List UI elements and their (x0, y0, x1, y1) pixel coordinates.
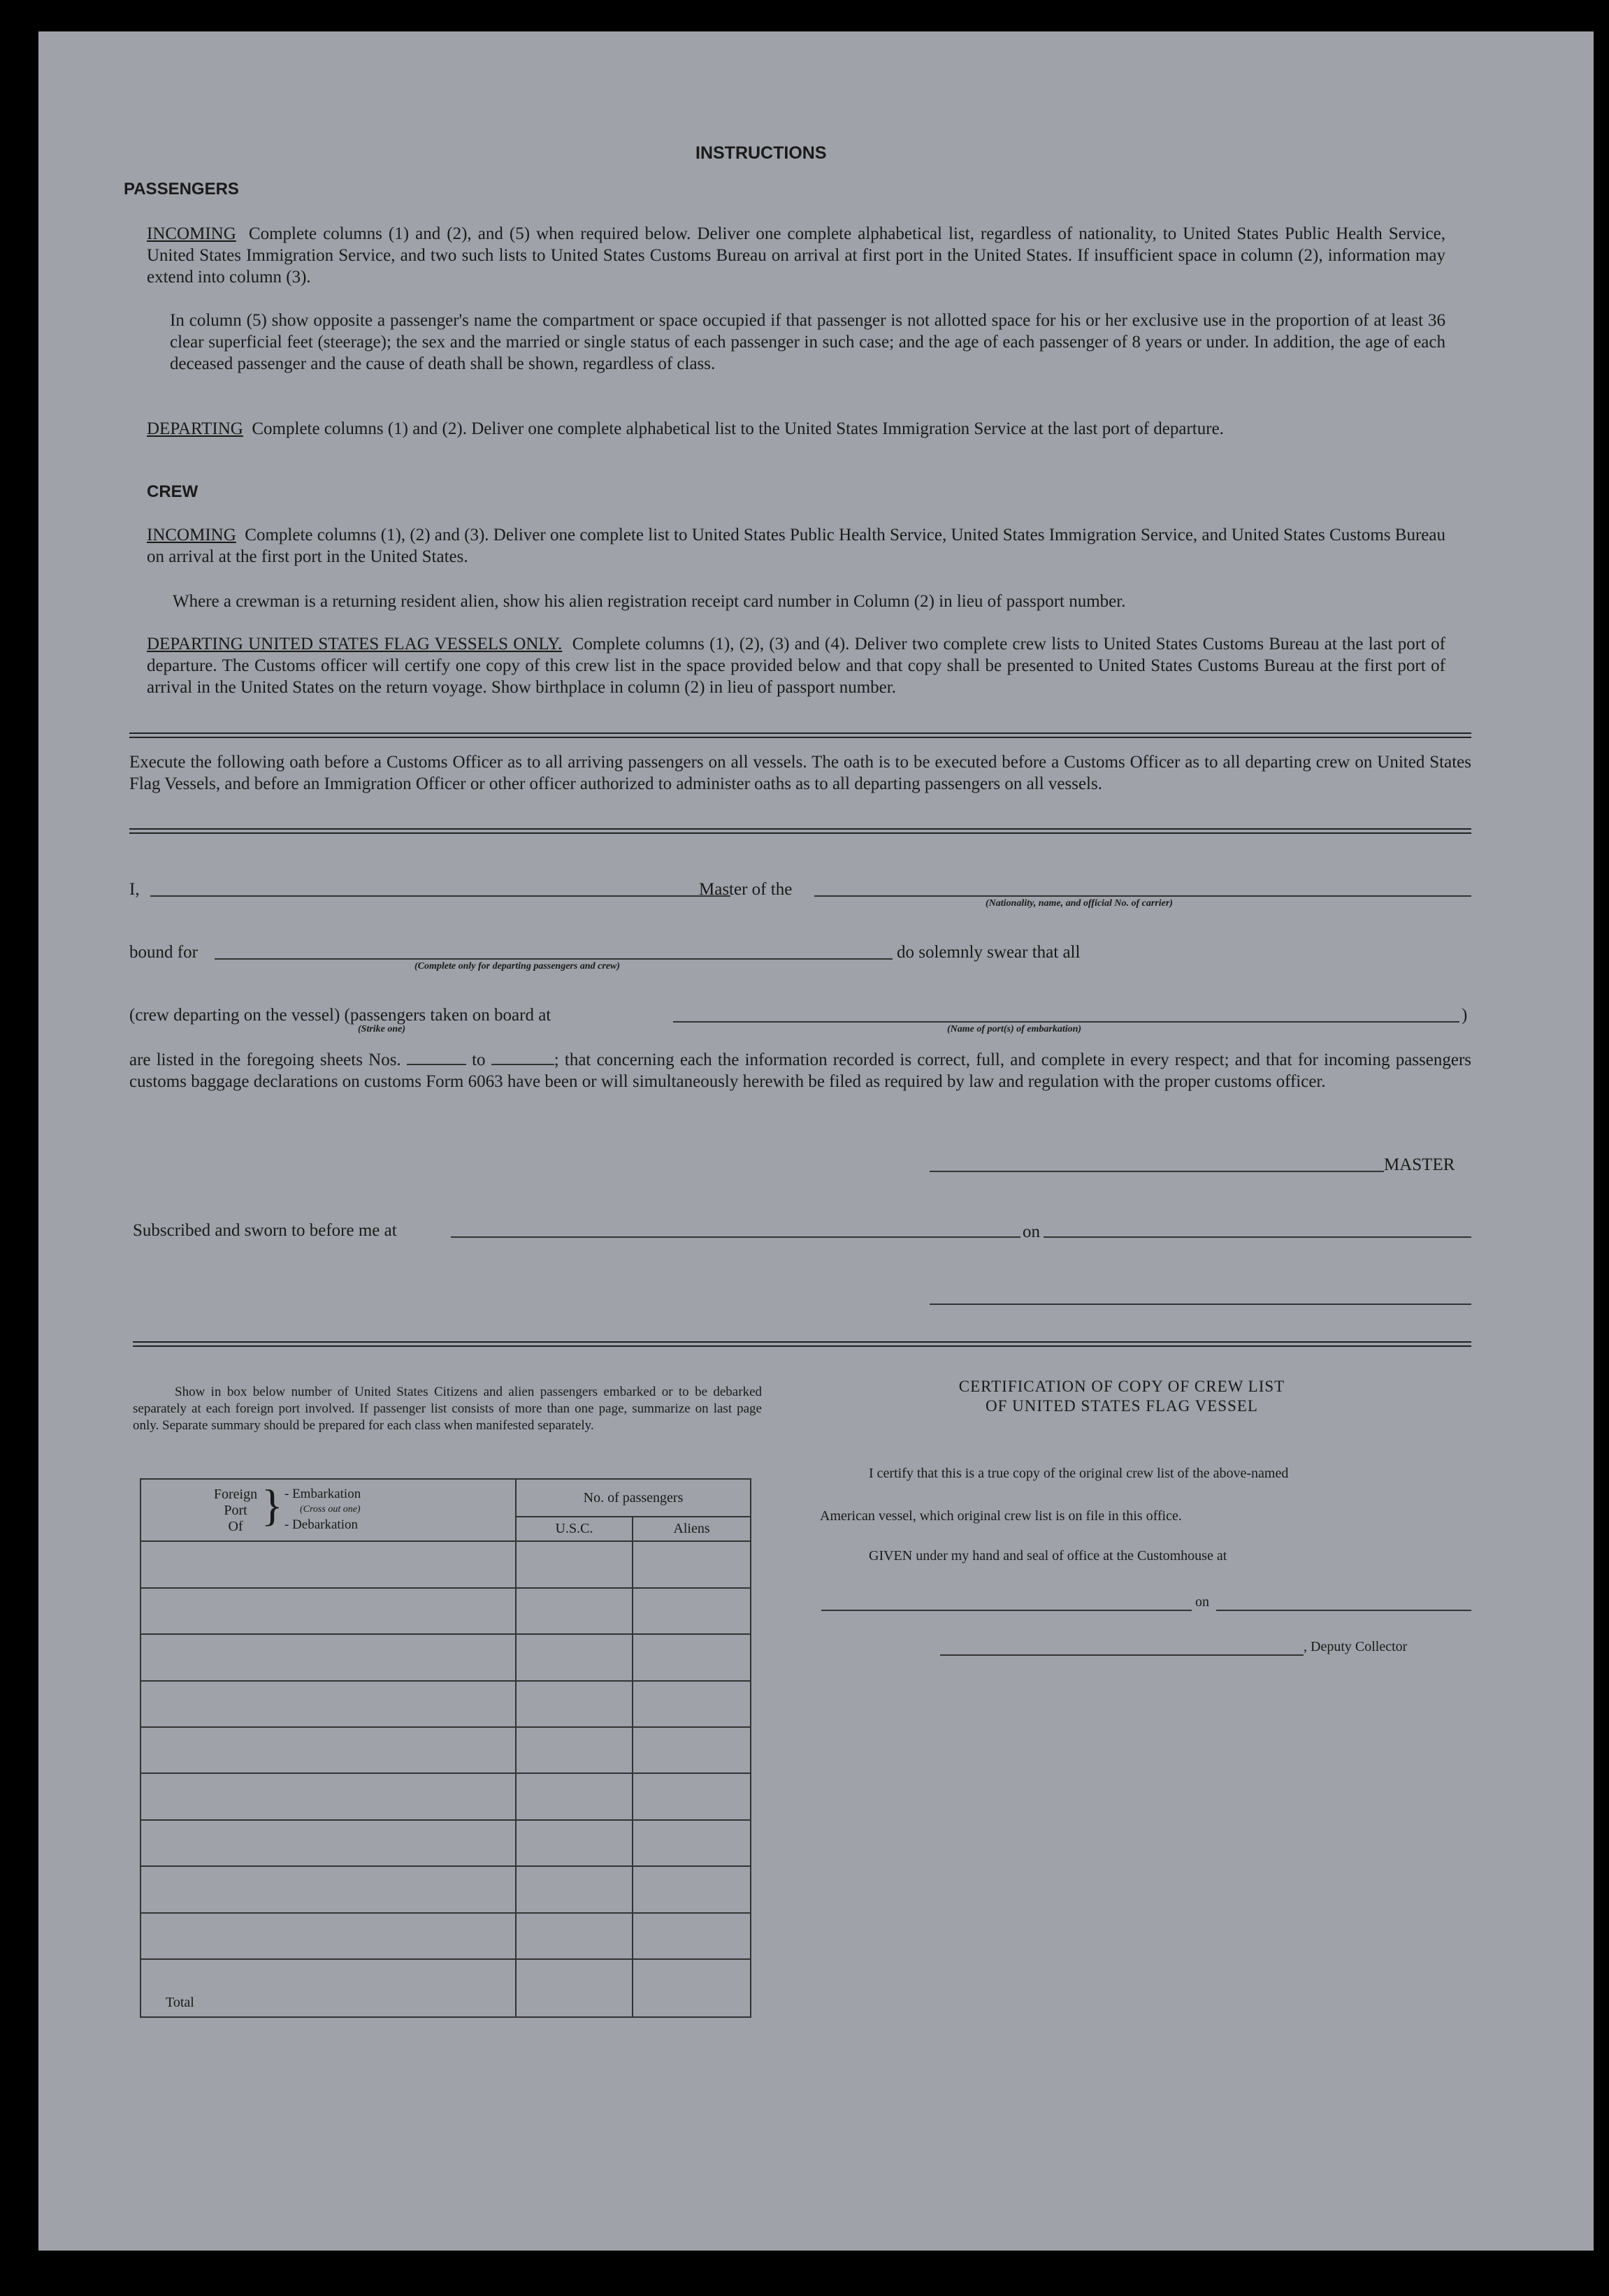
passengers-incoming-text: Complete columns (1) and (2), and (5) when required below. Deliver one complete alphabetical list, regardless of nationality, to United States Public Health Service, United States Immigration Service, and two such lists to United States Customs Bureau on arrival at first port in the United States. If insufficient space in column (2), information may extend into column (3). (147, 224, 1446, 287)
foreign-port-header (140, 1479, 516, 1541)
port-cell[interactable] (140, 1773, 516, 1819)
crew-incoming (147, 524, 1445, 568)
certification-title-line1: CERTIFICATION OF COPY OF CREW LIST (958, 1378, 1285, 1395)
summary-instructions: Show in box below number of United States Citizens and alien passengers embarked or to be debarked separately at each foreign port involved. If passenger list consists of more than one page, summarize on last page only. Separate summary should be prepared for each class when manifested separately. (133, 1385, 762, 1433)
embarkation-label: - Embarkation (284, 1487, 361, 1501)
aliens-header: Aliens (633, 1517, 751, 1541)
bound-for-line[interactable] (215, 958, 893, 960)
debarkation-label: - Debarkation (284, 1517, 358, 1532)
master-signature-line[interactable] (930, 1171, 1384, 1172)
usc-cell[interactable] (516, 1866, 633, 1912)
aliens-cell[interactable] (633, 1913, 751, 1959)
of-label: Of (228, 1519, 243, 1534)
usc-cell[interactable] (516, 1541, 633, 1587)
sheet-to-line[interactable] (491, 1064, 554, 1065)
usc-cell[interactable] (516, 1913, 633, 1959)
strike-note: (Strike one) (358, 1024, 406, 1034)
crew-departing-label: DEPARTING UNITED STATES FLAG VESSELS ONLY. (147, 635, 563, 654)
officer-signature-line[interactable] (930, 1304, 1471, 1305)
bound-for-label: bound for (129, 943, 198, 962)
master-of-label: Master of the (699, 880, 793, 899)
cross-out-note: (Cross out one) (300, 1504, 361, 1515)
cert-on-label: on (1195, 1594, 1209, 1610)
sworn-on-label: on (1023, 1222, 1040, 1241)
crew-departing-label: (crew departing on the vessel) (passengers taken on board at (129, 1006, 551, 1025)
crew-resident-text: Where a crewman is a returning resident alien, show his alien registration receipt card number in Column (2) in lieu of passport number. (173, 592, 1126, 611)
usc-cell[interactable] (516, 1681, 633, 1727)
listed-a: are listed in the foregoing sheets Nos. (129, 1050, 401, 1069)
certification-title-line2: OF UNITED STATES FLAG VESSEL (986, 1397, 1258, 1415)
master-label: MASTER (1384, 1155, 1455, 1174)
port-cell[interactable] (140, 1681, 516, 1727)
listed-b: ; that concerning each the information recorded is correct, full, and complete in every respect; and that for incoming passengers customs baggage declarations on customs Form 6063 have been or will simultaneously herewith be filed as required by law and regulation with the proper customs officer. (129, 1050, 1471, 1091)
embark-note: (Name of port(s) of embarkation) (947, 1024, 1082, 1034)
usc-cell[interactable] (516, 1773, 633, 1819)
aliens-cell[interactable] (633, 1866, 751, 1912)
crew-departing (147, 633, 1445, 698)
page-title: INSTRUCTIONS (695, 143, 827, 163)
deputy-collector-label: , Deputy Collector (1304, 1639, 1408, 1654)
document-page (38, 31, 1594, 2251)
divider-1 (129, 732, 1471, 738)
summary-table (140, 1478, 751, 2018)
cert-date-line[interactable] (1216, 1610, 1471, 1611)
aliens-cell[interactable] (633, 1634, 751, 1680)
port-cell[interactable] (140, 1727, 516, 1773)
usc-cell[interactable] (516, 1727, 633, 1773)
aliens-cell[interactable] (633, 1588, 751, 1634)
passengers-column5-text: In column (5) show opposite a passenger's name the compartment or space occupied if that passenger is not allotted space for his or her exclusive use in the proportion of at least 36 clear superficial feet (steerage); the sex and the married or single status of each passenger in such case; and the age of each passenger of 8 years or under. In addition, the age of each deceased passenger and the cause of death shall be shown, regardless of class. (170, 311, 1445, 373)
passengers-heading: PASSENGERS (124, 180, 239, 198)
port-label: Port (224, 1503, 247, 1518)
usc-total-cell[interactable] (516, 1959, 633, 2017)
close-paren: ) (1462, 1006, 1468, 1025)
certify-line2: American vessel, which original crew list is on file in this office. (820, 1508, 1182, 1524)
divider-2 (129, 828, 1471, 834)
crew-incoming-text: Complete columns (1), (2) and (3). Deliver one complete list to United States Public Health Service, United States Immigration Service, and United States Customs Bureau on arrival at the first port in the United States. (147, 526, 1445, 566)
total-label: Total (140, 1959, 516, 2017)
port-cell[interactable] (140, 1588, 516, 1634)
aliens-cell[interactable] (633, 1541, 751, 1587)
passengers-departing (147, 418, 1445, 440)
oath-i-label: I, (129, 880, 140, 899)
port-cell[interactable] (140, 1913, 516, 1959)
sworn-date-line[interactable] (1044, 1236, 1471, 1238)
crew-heading: CREW (147, 482, 199, 501)
no-passengers-header: No. of passengers (516, 1479, 751, 1517)
carrier-line[interactable] (814, 895, 1471, 897)
passengers-incoming (147, 223, 1445, 288)
oath-listed-paragraph (129, 1049, 1471, 1092)
deputy-signature-line[interactable] (940, 1654, 1304, 1656)
passengers-incoming-label: INCOMING (147, 224, 236, 243)
certify-line1: I certify that this is a true copy of the original crew list of the above-named (869, 1466, 1289, 1481)
usc-cell[interactable] (516, 1820, 633, 1866)
port-cell[interactable] (140, 1634, 516, 1680)
embark-port-line[interactable] (673, 1021, 1459, 1023)
divider-3 (133, 1341, 1471, 1347)
aliens-cell[interactable] (633, 1727, 751, 1773)
passengers-departing-label: DEPARTING (147, 419, 243, 438)
brace-icon: } (261, 1480, 283, 1530)
port-cell[interactable] (140, 1820, 516, 1866)
crew-departing-text: Complete columns (1), (2), (3) and (4). Deliver two complete crew lists to United States Customs Bureau at the last port of departure. The Customs officer will certify one copy of this crew list in the space provided below and that copy shall be presented to United States Customs Bureau at the first port of arrival in the United States on the return voyage. Show birthplace in column (2) in lieu of passport number. (147, 635, 1446, 697)
master-name-line[interactable] (150, 895, 730, 897)
oath-intro: Execute the following oath before a Customs Officer as to all arriving passengers on all vessels. The oath is to be executed before a Customs Officer as to all departing crew on United States Flag Vessels, and before an Immigration Officer or other officer authorized to administer oaths as to all departing passengers on all vessels. (129, 753, 1471, 793)
aliens-total-cell[interactable] (633, 1959, 751, 2017)
aliens-cell[interactable] (633, 1773, 751, 1819)
aliens-cell[interactable] (633, 1820, 751, 1866)
customhouse-line[interactable] (821, 1610, 1192, 1611)
given-text: GIVEN under my hand and seal of office at the Customhouse at (869, 1548, 1227, 1564)
sworn-place-line[interactable] (451, 1236, 1020, 1238)
sheet-from-line[interactable] (407, 1064, 466, 1065)
aliens-cell[interactable] (633, 1681, 751, 1727)
passengers-departing-text: Complete columns (1) and (2). Deliver one complete alphabetical list to the United States Immigration Service at the last port of departure. (252, 419, 1224, 438)
usc-cell[interactable] (516, 1634, 633, 1680)
bound-note: (Complete only for departing passengers and crew) (414, 961, 620, 972)
usc-header: U.S.C. (516, 1517, 633, 1541)
foreign-label: Foreign (213, 1487, 258, 1502)
port-cell[interactable] (140, 1541, 516, 1587)
crew-incoming-label: INCOMING (147, 526, 236, 544)
subscribed-label: Subscribed and sworn to before me at (133, 1221, 397, 1240)
listed-to: to (472, 1050, 486, 1069)
swear-label: do solemnly swear that all (897, 943, 1081, 962)
carrier-note: (Nationality, name, and official No. of carrier) (986, 898, 1173, 909)
certification-title (877, 1377, 1366, 1416)
port-cell[interactable] (140, 1866, 516, 1912)
usc-cell[interactable] (516, 1588, 633, 1634)
